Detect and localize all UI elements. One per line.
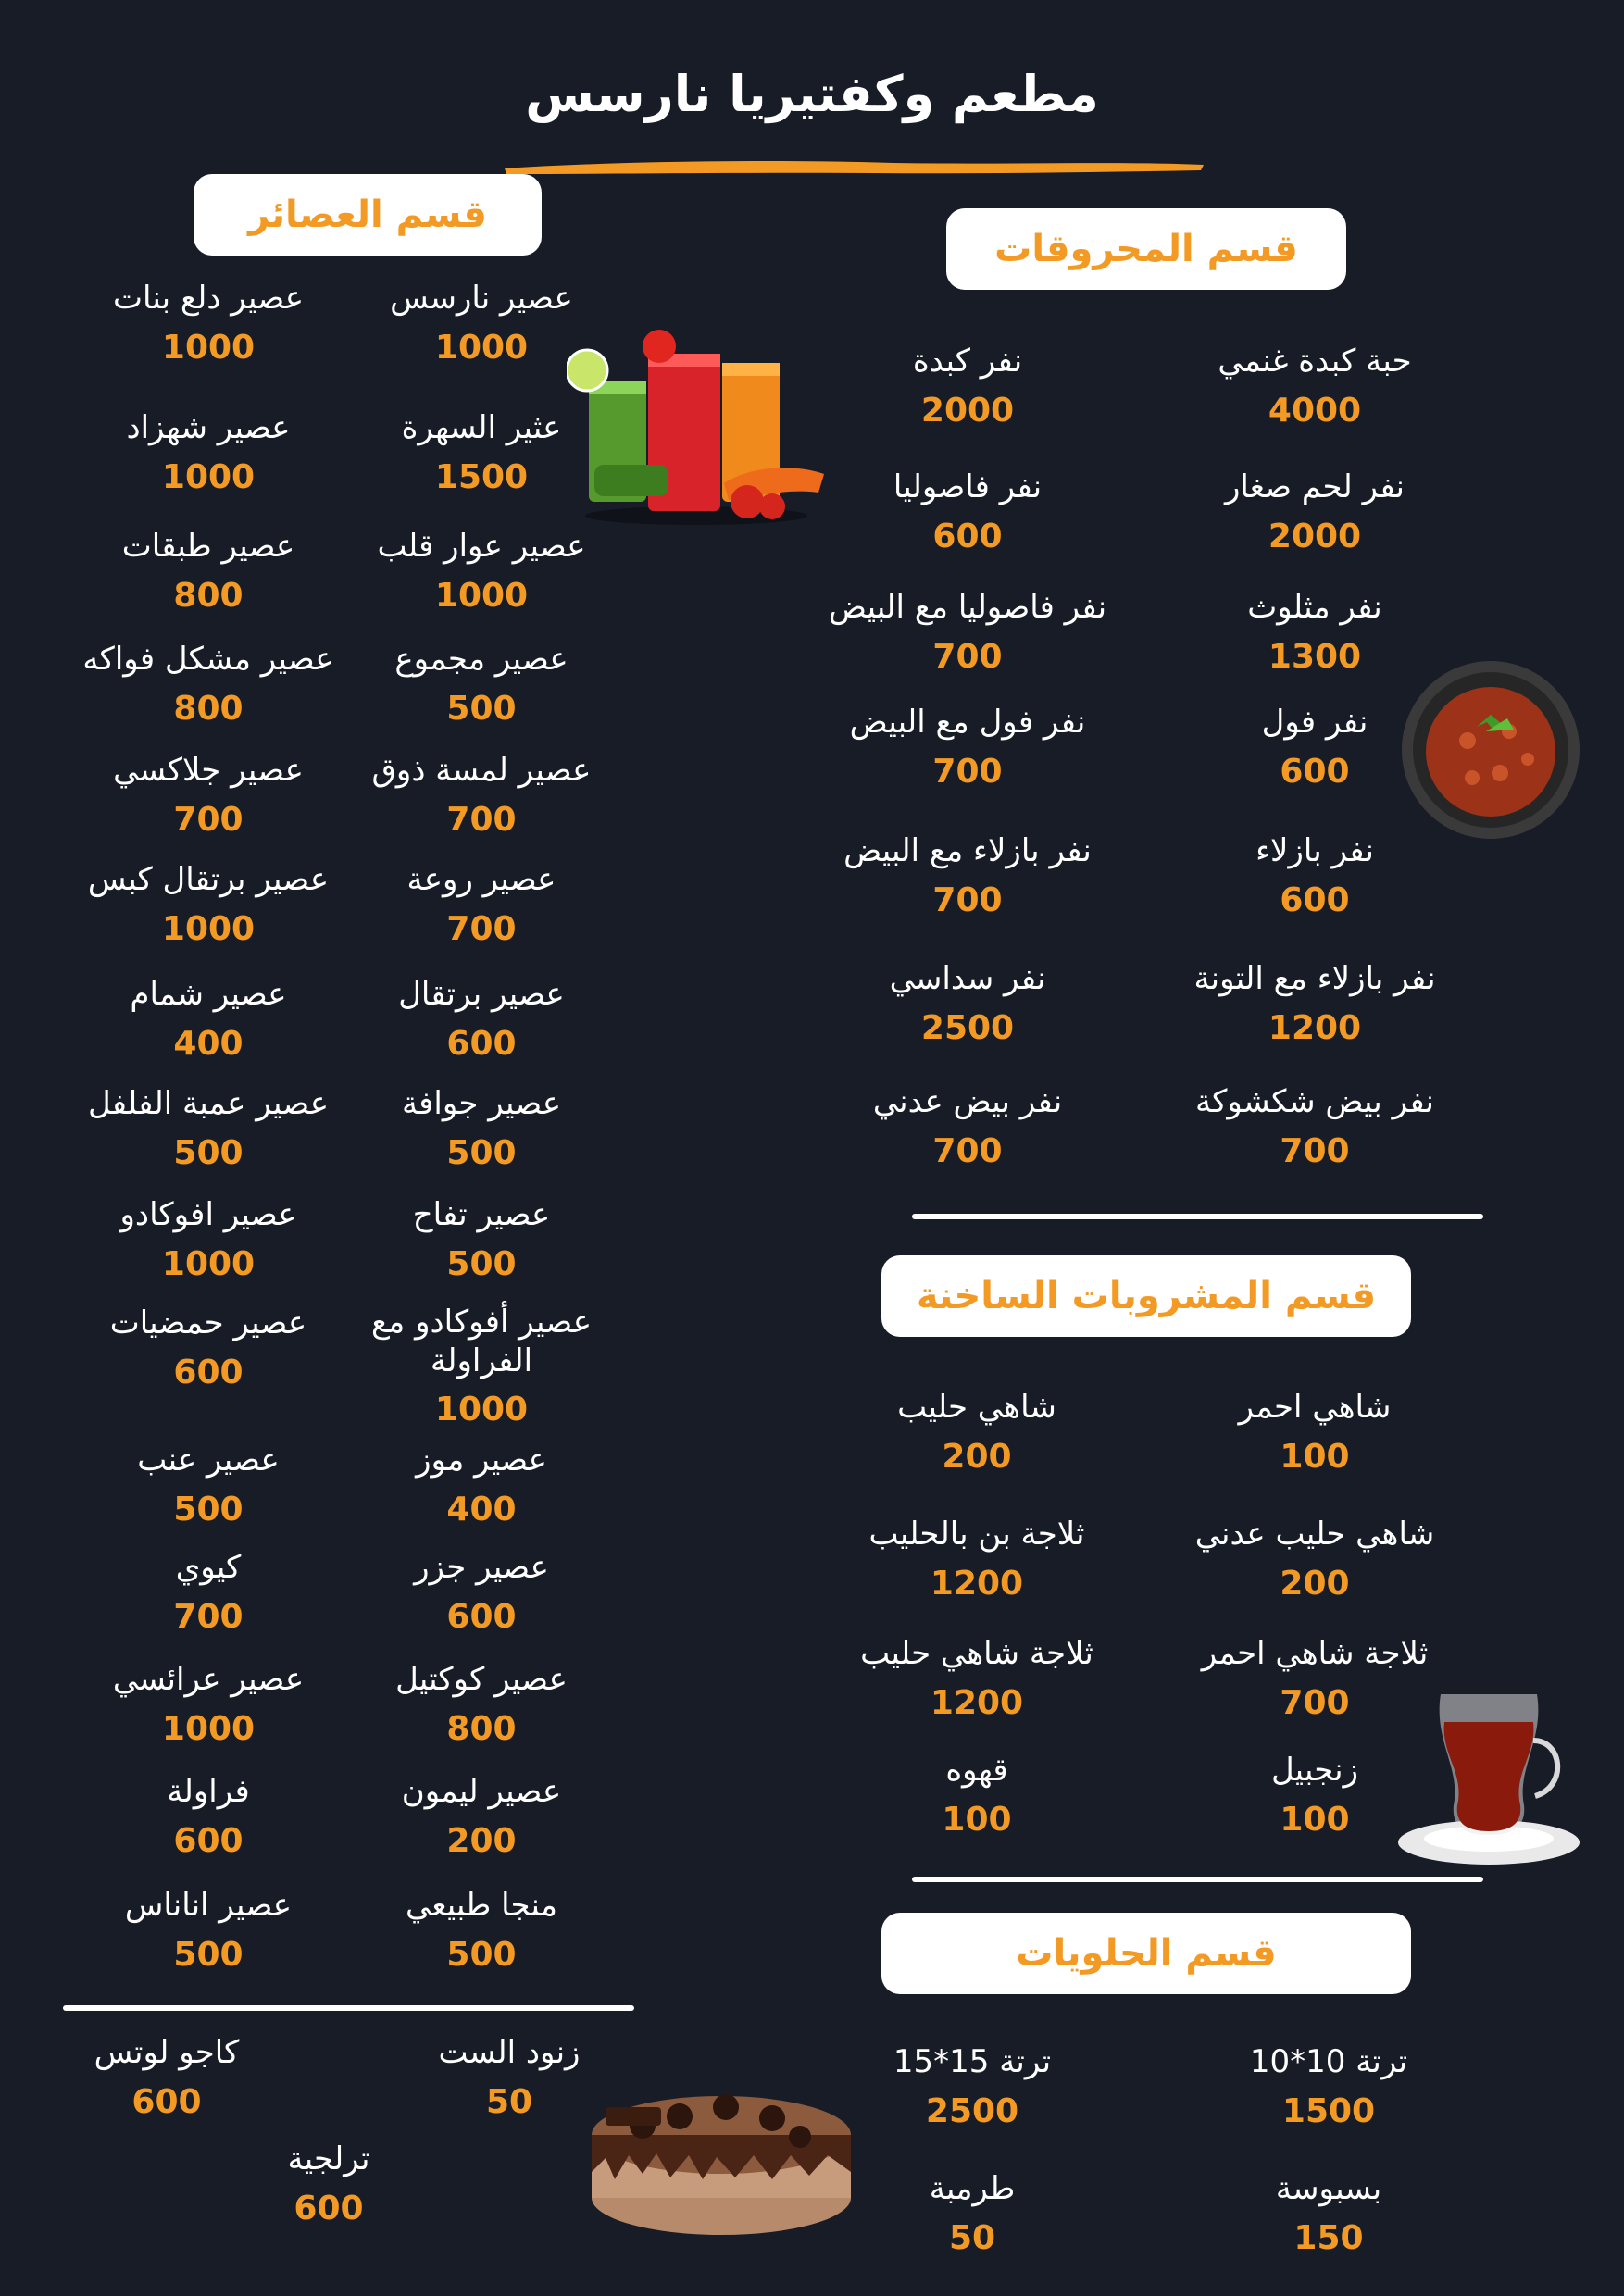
menu-item — [329, 1659, 634, 1753]
menu-item-name: ثلاجة شاهي حليب — [860, 1635, 1093, 1672]
menu-item-price: 700 — [1280, 1684, 1350, 1722]
menu-item — [329, 1440, 634, 1534]
menu-item-name: عصير افوكادو — [119, 1196, 297, 1233]
tea-glass-icon — [1396, 1685, 1581, 1870]
menu-item — [815, 587, 1120, 681]
menu-item-price: 500 — [446, 1936, 517, 1974]
menu-item — [329, 1194, 634, 1289]
menu-item — [56, 639, 361, 733]
menu-item-price: 2500 — [920, 1009, 1015, 1047]
menu-item-price: 600 — [294, 2190, 364, 2227]
menu-item-price: 1000 — [161, 329, 256, 367]
menu-item-price: 100 — [1280, 1801, 1350, 1839]
menu-item-price: 1000 — [161, 1710, 256, 1748]
section-title-sweets: قسم الحلويات — [881, 1913, 1411, 1994]
menu-item-name: ثلاجة بن بالحليب — [868, 1516, 1085, 1553]
menu-item — [1162, 467, 1468, 561]
menu-item-name: كاجو لوتس — [94, 2034, 240, 2071]
menu-item-name: شاهي احمر — [1238, 1389, 1392, 1426]
menu-item-name: عثير السهرة — [401, 409, 562, 446]
menu-item — [824, 1387, 1130, 1481]
menu-item — [1162, 1081, 1468, 1176]
menu-item-name: نفر فول — [1261, 704, 1368, 741]
divider-line — [912, 1877, 1483, 1882]
menu-item-name: عصير شمام — [130, 976, 287, 1013]
menu-item — [329, 859, 634, 954]
menu-item-name: قهوه — [945, 1752, 1008, 1789]
menu-item-price: 700 — [446, 801, 517, 839]
menu-item-price: 800 — [446, 1710, 517, 1748]
divider-line — [63, 2005, 634, 2011]
menu-item-price: 2000 — [1268, 518, 1362, 555]
menu-item-name: عصير نارسس — [390, 280, 573, 317]
menu-item — [56, 1547, 361, 1641]
menu-item — [56, 407, 361, 502]
menu-item-name: نفر بيض عدني — [872, 1083, 1063, 1120]
menu-item — [56, 1885, 361, 1979]
menu-item-price: 800 — [173, 577, 244, 615]
menu-item-name: منجا طبيعي — [406, 1887, 557, 1924]
menu-item-price: 700 — [173, 1598, 244, 1636]
menu-item-name: عصير تفاح — [412, 1196, 551, 1233]
menu-item-name: نفر بازلاء — [1255, 832, 1374, 869]
menu-item-name: عصير برتقال — [398, 976, 565, 1013]
menu-item-price: 500 — [173, 1491, 244, 1529]
menu-item — [815, 958, 1120, 1053]
menu-item — [56, 1659, 361, 1753]
menu-item — [1162, 341, 1468, 435]
menu-item — [56, 1771, 361, 1866]
menu-item-name: زنود الست — [438, 2034, 581, 2071]
menu-item — [815, 467, 1120, 561]
menu-item — [1176, 2041, 1481, 2136]
menu-item — [329, 750, 634, 844]
menu-item-price: 1000 — [161, 458, 256, 496]
menu-item-name: كيوي — [175, 1549, 242, 1586]
menu-item-price: 200 — [446, 1822, 517, 1860]
menu-item-name: نفر بازلاء مع التونة — [1193, 960, 1436, 997]
orange-brush-divider — [505, 156, 1204, 178]
menu-item — [824, 1633, 1130, 1728]
menu-item-name: ترتة 15*15 — [893, 2043, 1052, 2080]
menu-item-price: 700 — [446, 910, 517, 948]
menu-item — [1162, 958, 1468, 1053]
menu-item — [56, 750, 361, 844]
menu-item — [1162, 1514, 1468, 1608]
menu-item-price: 500 — [446, 1245, 517, 1283]
juice-glasses-icon — [567, 326, 826, 530]
menu-item — [819, 2041, 1125, 2136]
menu-item-name: بسبوسة — [1275, 2170, 1382, 2207]
menu-item-name: عصير طبقات — [121, 528, 295, 565]
menu-item-name: شاهي حليب — [897, 1389, 1056, 1426]
menu-item-price: 700 — [932, 638, 1003, 676]
menu-item-name: عصير كوكتيل — [395, 1661, 568, 1698]
menu-item-name: حبة كبدة غنمي — [1218, 343, 1412, 380]
menu-item — [1176, 2168, 1481, 2263]
menu-item-name: عصير عوار قلب — [377, 528, 586, 565]
menu-item-name: نفر فاصوليا مع البيض — [828, 589, 1107, 626]
menu-item-name: عصير دلع بنات — [112, 280, 305, 317]
menu-item-name: عصير جزر — [414, 1549, 549, 1586]
menu-item-price: 600 — [131, 2083, 202, 2121]
menu-item-price: 600 — [1280, 881, 1350, 919]
menu-item-price: 800 — [173, 690, 244, 728]
menu-item — [56, 974, 361, 1068]
menu-item-price: 2000 — [920, 392, 1015, 430]
menu-item-name: طرمبة — [929, 2170, 1016, 2207]
menu-item-name: عصير عمبة الفلفل — [87, 1085, 330, 1122]
menu-item — [56, 1303, 361, 1397]
menu-item-price: 600 — [446, 1025, 517, 1063]
menu-item-price: 1500 — [1281, 2092, 1376, 2130]
menu-item-price: 700 — [932, 1132, 1003, 1170]
menu-item-price: 1200 — [1268, 1009, 1362, 1047]
menu-item — [14, 2032, 319, 2127]
menu-item-price: 50 — [948, 2219, 996, 2257]
menu-item — [56, 1194, 361, 1289]
menu-item-price: 600 — [173, 1354, 244, 1391]
menu-item-name: عصير حمضيات — [109, 1304, 307, 1341]
menu-item — [56, 1083, 361, 1178]
menu-item-name: عصير ليمون — [401, 1773, 562, 1810]
section-title-juices: قسم العصائر — [194, 174, 542, 256]
chocolate-cake-icon — [587, 2070, 856, 2240]
menu-item-name: نفر فول مع البيض — [849, 704, 1086, 741]
menu-item-price: 500 — [446, 690, 517, 728]
menu-item-name: نفر بيض شكشوكة — [1195, 1083, 1434, 1120]
menu-item-price: 600 — [932, 518, 1003, 555]
menu-item — [329, 1547, 634, 1641]
menu-item-price: 400 — [173, 1025, 244, 1063]
menu-item — [1162, 830, 1468, 925]
menu-item-price: 2500 — [925, 2092, 1019, 2130]
menu-item-price: 1000 — [434, 329, 529, 367]
menu-item — [329, 526, 634, 620]
menu-item-price: 500 — [446, 1134, 517, 1172]
menu-item-name: عصير اناناس — [124, 1887, 293, 1924]
menu-item-name: عصير عنب — [137, 1441, 280, 1479]
menu-item-price: 1000 — [434, 1391, 529, 1429]
menu-item-name: نفر فاصوليا — [893, 468, 1043, 505]
menu-item-price: 50 — [485, 2083, 533, 2121]
menu-item — [824, 1750, 1130, 1844]
menu-item-name: ثلاجة شاهي احمر — [1201, 1635, 1429, 1672]
menu-item-name: فراولة — [167, 1773, 250, 1810]
menu-item-name: نفر مثلوث — [1247, 589, 1382, 626]
menu-item-name: نفر بازلاء مع البيض — [843, 832, 1092, 869]
menu-item-price: 1000 — [161, 1245, 256, 1283]
menu-item-price: 500 — [173, 1936, 244, 1974]
menu-item — [824, 1514, 1130, 1608]
menu-item-price: 400 — [446, 1491, 517, 1529]
menu-item — [815, 702, 1120, 796]
menu-item-name: عصير مجموع — [394, 641, 568, 678]
menu-item-name: نفر لحم صغار — [1224, 468, 1405, 505]
menu-item-name: عصير جلاكسي — [113, 752, 304, 789]
menu-item-name: زنجبيل — [1270, 1752, 1359, 1789]
menu-item — [329, 1885, 634, 1979]
menu-item — [176, 2139, 481, 2233]
menu-item — [329, 974, 634, 1068]
menu-item-name: ترتة 10*10 — [1249, 2043, 1408, 2080]
menu-item — [56, 859, 361, 954]
menu-item-price: 4000 — [1268, 392, 1362, 430]
menu-item-price: 200 — [942, 1438, 1012, 1476]
menu-item-price: 700 — [932, 753, 1003, 791]
menu-item-name: عصير أفوكادو مع الفراولة — [370, 1304, 593, 1379]
menu-item — [56, 278, 361, 372]
menu-item-price: 1000 — [434, 577, 529, 615]
menu-item-price: 100 — [942, 1801, 1012, 1839]
page-title: مطعم وكفتيريا نارسس — [525, 65, 1099, 123]
menu-item — [56, 526, 361, 620]
menu-item — [815, 341, 1120, 435]
section-title-burnt: قسم المحروقات — [946, 208, 1346, 290]
menu-item — [815, 1081, 1120, 1176]
menu-item-price: 1500 — [434, 458, 529, 496]
menu-item-price: 1200 — [930, 1684, 1024, 1722]
menu-item — [329, 639, 634, 733]
menu-item — [329, 1303, 634, 1434]
menu-item — [815, 830, 1120, 925]
menu-item-price: 600 — [446, 1598, 517, 1636]
menu-item-price: 1200 — [930, 1565, 1024, 1603]
menu-item-name: عصير مشكل فواكه — [82, 641, 334, 678]
menu-item-name: عصير موز — [416, 1441, 547, 1479]
menu-item — [329, 1771, 634, 1866]
menu-item-price: 1000 — [161, 910, 256, 948]
menu-item-name: عصير جوافة — [401, 1085, 562, 1122]
menu-item — [329, 1083, 634, 1178]
menu-item-name: نفر كبدة — [912, 343, 1023, 380]
divider-line — [912, 1214, 1483, 1219]
menu-item-name: عصير برتقال كبس — [87, 861, 330, 898]
menu-item-name: نفر سداسي — [889, 960, 1046, 997]
menu-item-name: شاهي حليب عدني — [1194, 1516, 1435, 1553]
menu-item — [1162, 1387, 1468, 1481]
section-title-hot-drinks: قسم المشروبات الساخنة — [881, 1255, 1411, 1337]
menu-item-price: 600 — [1280, 753, 1350, 791]
menu-item-price: 700 — [1280, 1132, 1350, 1170]
menu-item-name: عصير عرائسي — [112, 1661, 305, 1698]
foul-bowl-icon — [1398, 657, 1583, 842]
menu-item-name: ترلجية — [287, 2140, 370, 2177]
menu-item-name: عصير لمسة ذوق — [371, 752, 592, 789]
menu-item-price: 600 — [173, 1822, 244, 1860]
menu-item-name: عصير شهزاد — [126, 409, 291, 446]
menu-item-price: 1300 — [1268, 638, 1362, 676]
menu-item-price: 200 — [1280, 1565, 1350, 1603]
menu-item-price: 500 — [173, 1134, 244, 1172]
menu-item — [56, 1440, 361, 1534]
menu-item-price: 700 — [932, 881, 1003, 919]
menu-item-price: 700 — [173, 801, 244, 839]
menu-item-name: عصير روعة — [406, 861, 556, 898]
menu-item — [819, 2168, 1125, 2263]
menu-item-price: 100 — [1280, 1438, 1350, 1476]
menu-item-price: 150 — [1293, 2219, 1364, 2257]
